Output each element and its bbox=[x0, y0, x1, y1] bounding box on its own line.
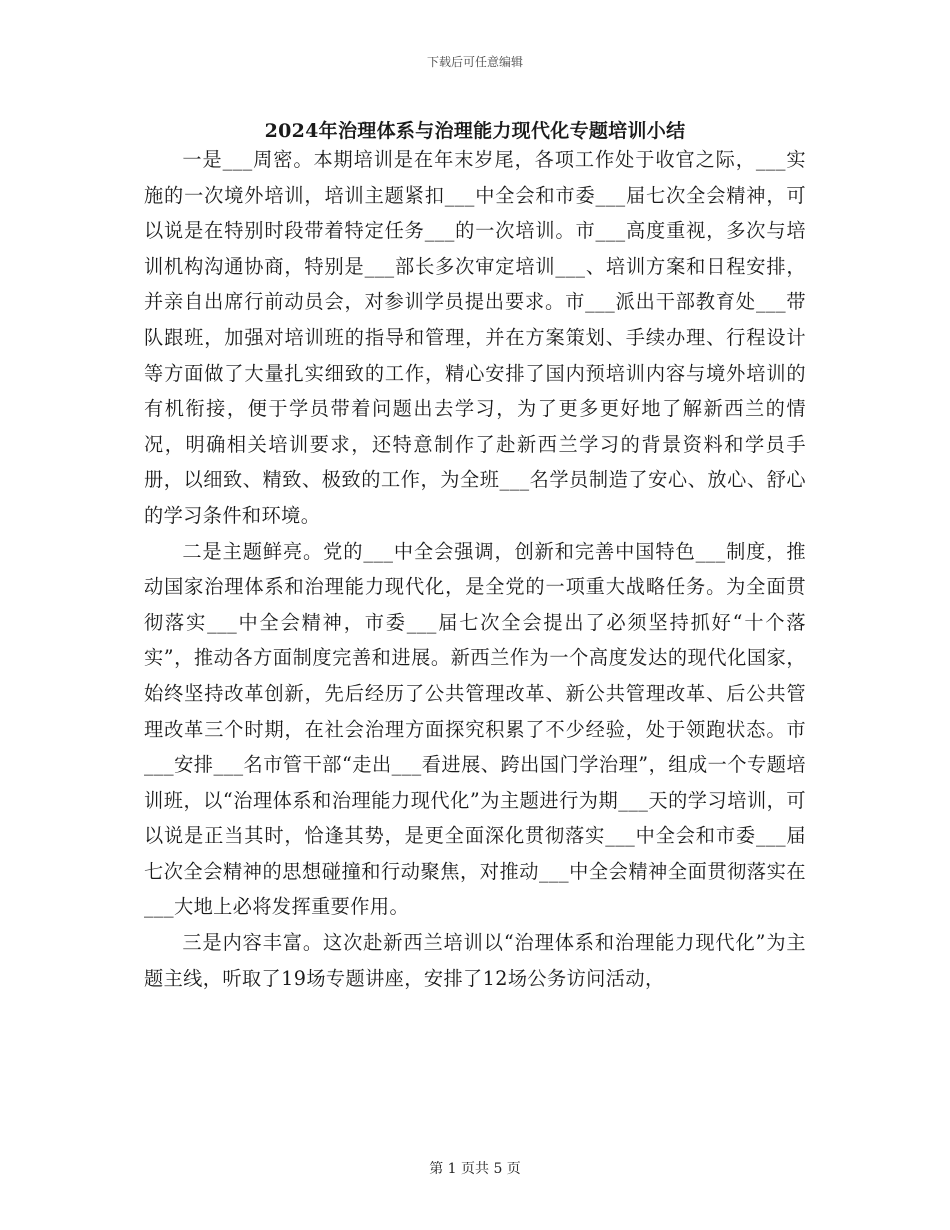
paragraph-2: 二是主题鲜亮。党的___中全会强调，创新和完善中国特色___制度，推动国家治理体系和治理能力现代化，是全党的一项重大战略任务。为全面贯彻落实___中全会精神，市委___届七次全会提出了必须坚持抓好“十个落实”，推动各方面制度完善和进展。新西兰作为一个高度发达的现代化国家，始终坚持改革创新，先后经历了公共管理改革、新公共管理改革、后公共管理改革三个时期，在社会治理方面探究积累了不少经验，处于领跑状态。市___安排___名市管干部“走出___看进展、跨出国门学治理”，组成一个专题培训班，以“治理体系和治理能力现代化”为主题进行为期___天的学习培训，可以说是正当其时，恰逢其势，是更全面深化贯彻落实___中全会和市委___届七次全会精神的思想碰撞和行动聚焦，对推动___中全会精神全面贯彻落实在___大地上必将发挥重要作用。 bbox=[144, 539, 806, 919]
header-note: 下载后可任意编辑 bbox=[426, 55, 523, 69]
page-number: 第 1 页共 5 页 bbox=[429, 1161, 521, 1177]
document-body bbox=[144, 142, 806, 996]
paragraph-1: 一是___周密。本期培训是在年末岁尾，各项工作处于收官之际，___实施的一次境外培训，培训主题紧扣___中全会和市委___届七次全会精神，可以说是在特别时段带着特定任务___的一次培训。市___高度重视，多次与培训机构沟通协商，特别是___部长多次审定培训___、培训方案和日程安排，并亲自出席行前动员会，对参训学员提出要求。市___派出干部教育处___带队跟班，加强对培训班的指导和管理，并在方案策划、手续办理、行程设计等方面做了大量扎实细致的工作，精心安排了国内预培训内容与境外培训的有机衔接，便于学员带着问题出去学习，为了更多更好地了解新西兰的情况，明确相关培训要求，还特意制作了赴新西兰学习的背景资料和学员手册，以细致、精致、极致的工作，为全班___名学员制造了安心、放心、舒心的学习条件和环境。 bbox=[144, 148, 806, 527]
document-title: 2024年治理体系与治理能力现代化专题培训小结 bbox=[264, 120, 686, 142]
paragraph-3: 三是内容丰富。这次赴新西兰培训以“治理体系和治理能力现代化”为主题主线，听取了19场专题讲座，安排了12场公务访问活动， bbox=[144, 931, 806, 990]
